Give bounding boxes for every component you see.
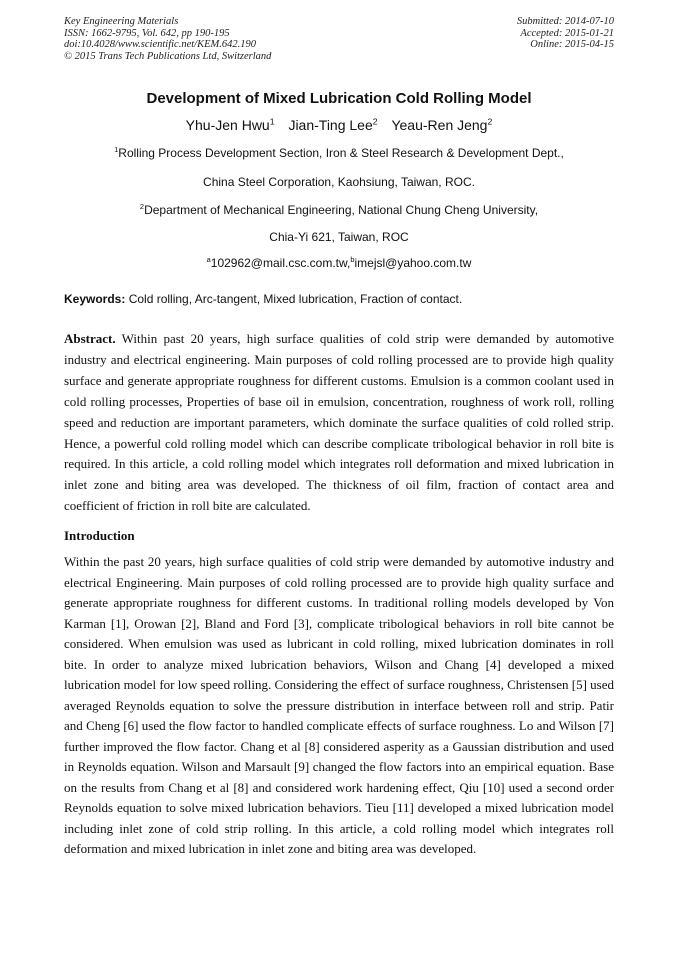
journal-metadata — [64, 16, 271, 62]
affiliation-marker: 2 — [139, 202, 145, 211]
author-name: Yhu-Jen Hwu — [185, 117, 270, 133]
affiliation-text: Department of Mechanical Engineering, National Chung Cheng University, — [144, 203, 539, 217]
author-name: Yeau-Ren Jeng — [391, 117, 488, 133]
keywords-text: Cold rolling, Arc-tangent, Mixed lubrication, Fraction of contact. — [125, 292, 463, 306]
journal-issn: ISSN: 1662-9795, Vol. 642, pp 190-195 — [64, 27, 230, 39]
email-line — [0, 256, 678, 270]
affiliation-text: Rolling Process Development Section, Iron & Steel Research & Development Dept., — [118, 146, 564, 160]
journal-name: Key Engineering Materials — [64, 16, 179, 27]
author — [288, 117, 377, 133]
introduction-heading: Introduction — [64, 528, 135, 543]
author-affiliation-marker: 1 — [269, 116, 275, 127]
email-marker: b — [350, 255, 355, 264]
affiliation-marker: 1 — [114, 145, 119, 154]
submitted-date: Submitted: 2014-07-10 — [516, 16, 614, 27]
abstract — [64, 329, 614, 517]
author-name: Jian-Ting Lee — [288, 117, 373, 133]
journal-doi: doi:10.4028/www.scientific.net/KEM.642.190 — [64, 39, 256, 50]
online-date: Online: 2015-04-15 — [530, 39, 614, 50]
abstract-text: Within past 20 years, high surface qualities of cold strip were demanded by automotive industry and electrical engineering. Main purposes of cold rolling processed are to provide high quality surface and generate appropriate roughness for different customs. Emulsion is a common coolant used in cold rolling processes, Properties of base oil in emulsion, concentration, roughness of work roll, rolling speed and reduction are important parameters, which dominate the surface qualities of cold rolled strip. Hence, a powerful cold rolling model which can describe complicate tribological behavior in roll bite is required. In this article, a cold rolling model which integrates roll deformation and mixed lubrication in inlet zone and biting area was developed. The thickness of oil film, fraction of contact area and coefficient of friction in roll bite are calculated. — [64, 331, 614, 514]
email-address: 102962@mail.csc.com.tw, — [210, 256, 351, 270]
paper-title: Development of Mixed Lubrication Cold Rolling Model — [146, 90, 532, 107]
email-marker: a — [206, 255, 211, 264]
keywords-label: Keywords: — [64, 292, 126, 306]
publication-dates — [517, 16, 614, 51]
author — [186, 117, 275, 133]
keywords — [64, 292, 614, 306]
journal-copyright: © 2015 Trans Tech Publications Ltd, Switzerland — [64, 50, 272, 62]
abstract-label: Abstract. — [64, 331, 116, 346]
introduction-body: Within the past 20 years, high surface qualities of cold strip were demanded by automotive industry and electrical Engineering. Main purposes of cold rolling processed are to provide high quality surface and generate appropriate roughness for different customs. In traditional rolling models developed by Von Karman [1], Orowan [2], Bland and Ford [3], complicate tribological behaviors in roll bite cannot be considered. When emulsion was used as lubricant in cold rolling, mixed lubrication dominates in roll bite. In order to analyze mixed lubrication behaviors, Wilson and Chang [4] developed a mixed lubrication model for low speed rolling. Considering the effect of surface roughness, Christensen [5] used averaged Reynolds equation to solve the pressure distribution in interface between roll and strip. Patir and Cheng [6] used the flow factor to handled complicate effects of surface roughness. Lo and Wilson [7] further improved the flow factor. Chang et al [8] considered asperity as a Gaussian distribution and used in Reynolds equation. Wilson and Marsault [9] changed the flow factors into an empirical equation. Base on the results from Chang et al [8] and considered work hardening effect, Qiu [10] used a second order Reynolds equation to solve mixed lubrication behaviors. Tieu [11] developed a mixed lubrication model including inlet zone of cold strip rolling. In this article, a cold rolling model which integrates roll deformation and mixed lubrication in inlet zone and biting area was developed. — [64, 554, 614, 856]
affiliation-1-line-1 — [0, 146, 678, 160]
affiliation-1-line-2: China Steel Corporation, Kaohsiung, Taiwan, ROC. — [203, 175, 475, 189]
author-list — [0, 117, 678, 133]
author-affiliation-marker: 2 — [487, 116, 493, 127]
affiliation-2-line-2: Chia-Yi 621, Taiwan, ROC — [269, 230, 409, 244]
author-affiliation-marker: 2 — [372, 116, 378, 127]
affiliation-2-line-1 — [0, 203, 678, 217]
email-address: imejsl@yahoo.com.tw — [354, 256, 472, 270]
accepted-date: Accepted: 2015-01-21 — [520, 27, 614, 39]
author — [391, 117, 492, 133]
